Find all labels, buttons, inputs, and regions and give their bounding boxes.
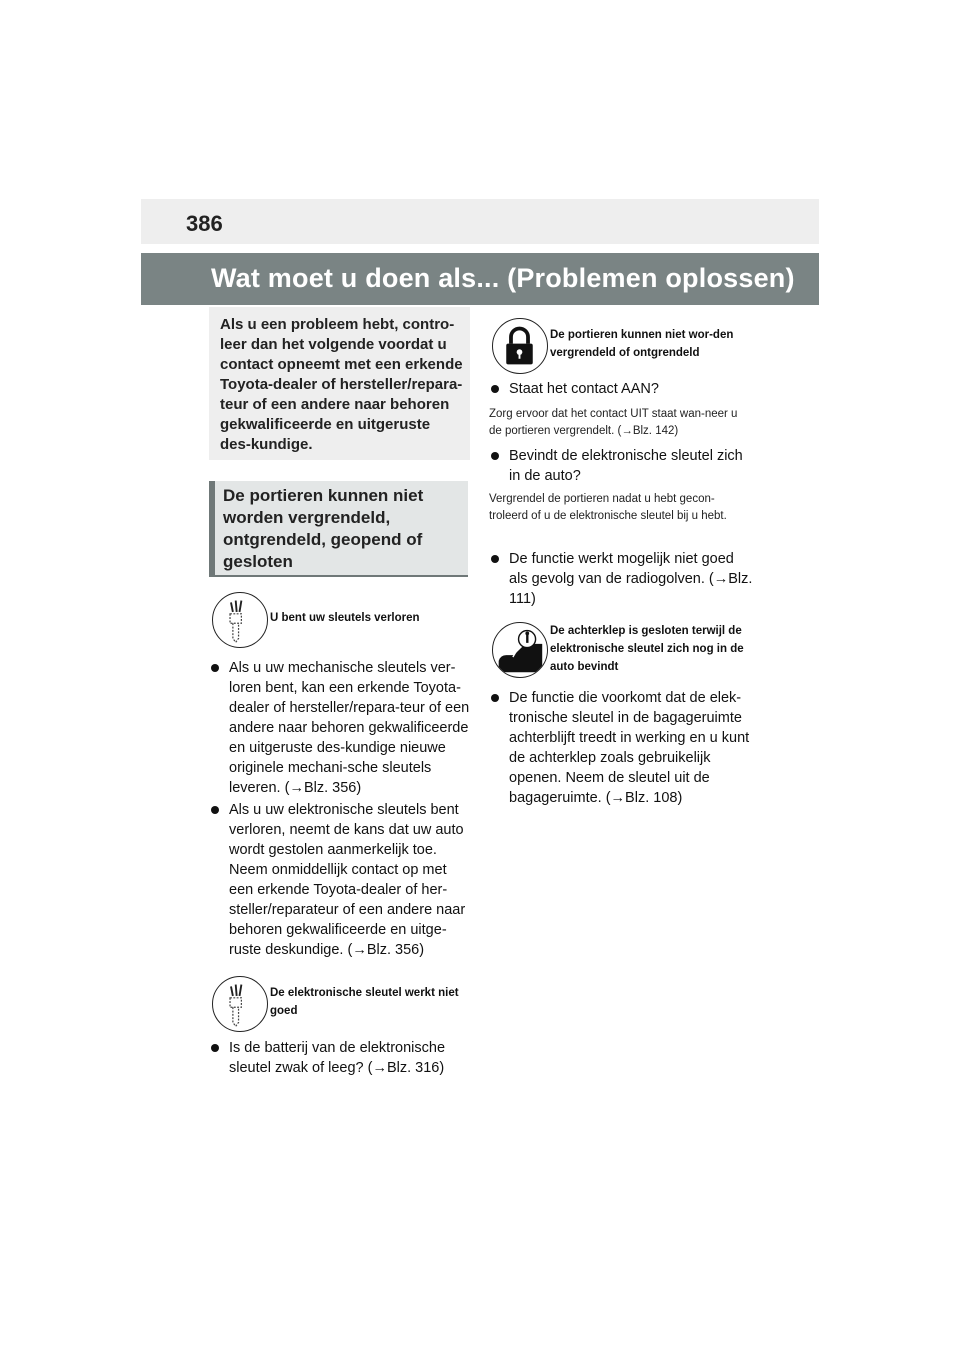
cannot-lock-bullet-2: Bevindt de elektronische sleutel zich in de auto? <box>489 446 753 486</box>
backdoor-closed-label: De achterklep is gesloten terwijl de elektronische sleutel zich nog in de auto bevindt <box>550 625 744 673</box>
cannot-lock-note-1: Zorg ervoor dat het contact UIT staat wan-neer u de portieren vergrendelt. (→Blz. 142) <box>489 408 738 437</box>
lost-keys-bullet-1: Als u uw mechanische sleutels ver-loren bent, kan een erkende Toyota-dealer of hersteller/repara-teur of een andere naar behoren gekwalificeerde en uitgeruste des-kundige nieuwe originele mechani-sche sleutels leveren. (→Blz. 356) <box>209 658 471 798</box>
page-title: Wat moet u doen als... (Problemen oplossen) <box>211 263 795 293</box>
section-heading-box <box>209 481 468 577</box>
cannot-lock-bullet-3: De functie werkt mogelijk niet goed als gevolg van de radiogolven. (→Blz. 111) <box>489 549 753 609</box>
intro-box <box>209 307 470 460</box>
title-bar <box>141 253 819 305</box>
key-icon <box>212 976 268 1032</box>
section-title: De portieren kunnen niet worden vergrendeld, ontgrendeld, geopend of gesloten <box>223 486 424 571</box>
page-number: 386 <box>186 211 223 236</box>
intro-text: Als u een probleem hebt, contro-leer dan het volgende voordat u contact opneemt met een erkende Toyota-dealer of hersteller/repara-teur of een andere naar behoren gekwalificeerde en uitgeruste des-kundige. <box>220 316 463 453</box>
lost-keys-bullet-2: Als u uw elektronische sleutels bent verloren, neemt de kans dat uw auto wordt gestolen aanmerkelijk toe. Neem onmiddellijk contact op met een erkende Toyota-dealer of her-steller/reparateur of een andere naar behoren gekwalificeerde en uitge-ruste deskundige. (→Blz. 356) <box>209 800 471 960</box>
key-icon <box>212 592 268 648</box>
padlock-icon <box>492 318 548 374</box>
cannot-lock-bullet-1: Staat het contact AAN? <box>489 379 753 399</box>
cannot-lock-note-2: Vergrendel de portieren nadat u hebt gecon-troleerd of u de elektronische sleutel bij u hebt. <box>489 493 727 522</box>
lost-keys-label: U bent uw sleutels verloren <box>270 612 420 624</box>
key-not-working-label: De elektronische sleutel werkt niet goed <box>270 987 459 1017</box>
cannot-lock-label: De portieren kunnen niet wor-den vergrendeld of ontgrendeld <box>550 329 734 359</box>
backdoor-closed-bullet-1: De functie die voorkomt dat de elek-tronische sleutel in de bagageruimte achterblijft treedt in werking en u kunt de achterklep zoals gebruikelijk openen. Neem de sleutel uit de bagageruimte. (→Blz. 108) <box>489 688 753 808</box>
key-in-car-icon <box>492 622 548 678</box>
key-not-working-bullet-1: Is de batterij van de elektronische sleutel zwak of leeg? (→Blz. 316) <box>209 1038 471 1078</box>
page-number-bar <box>141 199 819 244</box>
